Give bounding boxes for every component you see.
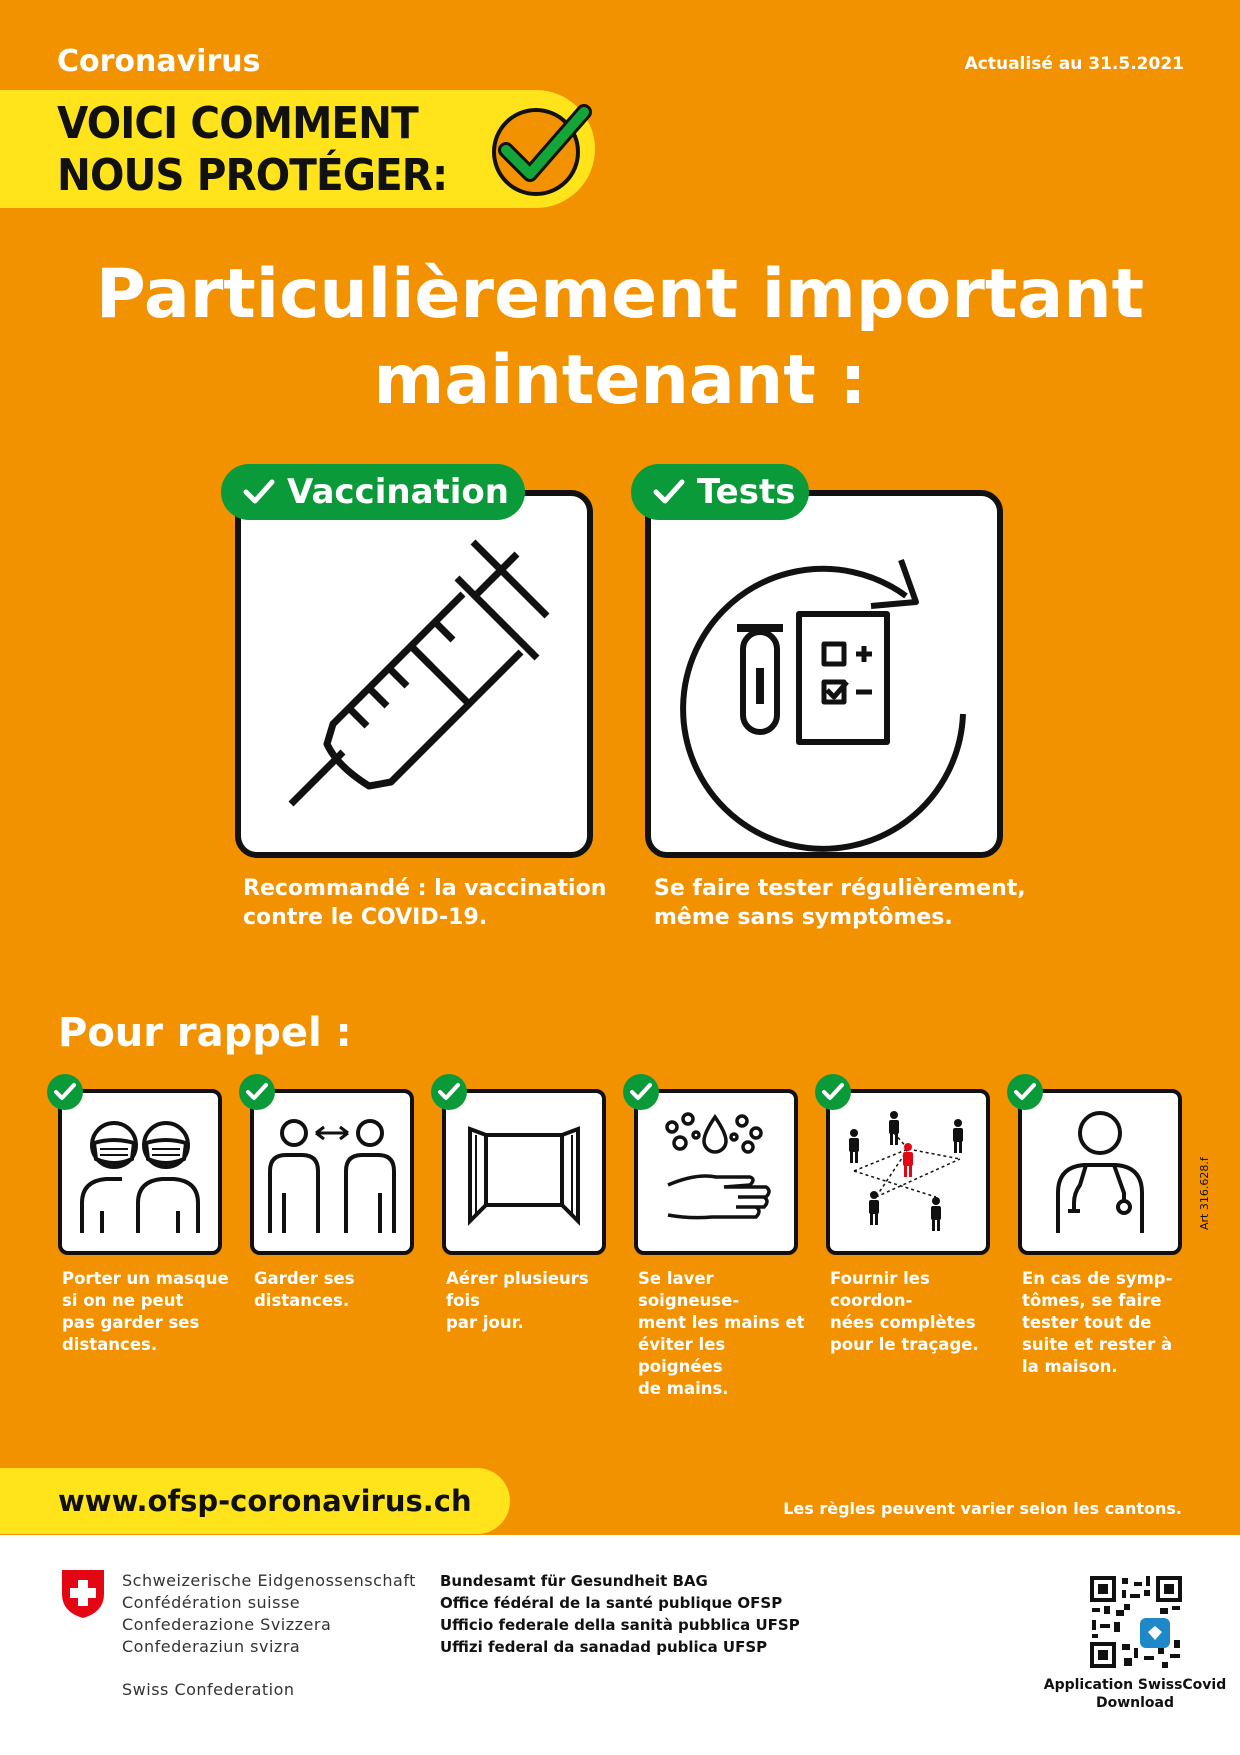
slogan-line-1: VOICI COMMENT — [57, 98, 418, 149]
caption-line: par jour. — [446, 1313, 524, 1332]
caption-window — [446, 1268, 616, 1334]
caption-line: pas garder ses — [62, 1313, 200, 1332]
update-date: Actualisé au 31.5.2021 — [964, 54, 1184, 74]
caption-line: distances. — [254, 1291, 350, 1310]
handwash-icon — [638, 1093, 794, 1251]
check-circle-icon — [430, 1073, 468, 1111]
kicker: Coronavirus — [57, 44, 261, 79]
distance-icon — [254, 1093, 410, 1251]
website-link[interactable]: www.ofsp-coronavirus.ch — [58, 1484, 472, 1518]
caption-line: de mains. — [638, 1379, 729, 1398]
caption-line: Porter un masque — [62, 1269, 229, 1288]
caption-mask — [62, 1268, 232, 1356]
app-name: Application SwissCovid — [1043, 1677, 1227, 1693]
qr-code-icon[interactable] — [1088, 1574, 1184, 1670]
caption-line: pour le traçage. — [830, 1335, 979, 1354]
office-names — [440, 1570, 800, 1658]
window-icon — [446, 1093, 602, 1251]
caption-doctor — [1022, 1268, 1192, 1378]
app-download-label: Download — [1095, 1695, 1175, 1711]
tests-card — [645, 490, 1003, 858]
confederation-names — [122, 1570, 416, 1658]
reminder-card-doctor — [1018, 1089, 1182, 1255]
headline — [0, 252, 1240, 424]
vaccination-caption — [243, 874, 606, 932]
slogan-line-2: NOUS PROTÉGER: — [57, 150, 448, 201]
mask-icon — [62, 1093, 218, 1251]
confederation-name: Confederaziun svizra — [122, 1637, 301, 1656]
reminder-card-handwash — [634, 1089, 798, 1255]
caption-line: distances. — [62, 1335, 158, 1354]
tests-tag-label: Tests — [697, 472, 796, 512]
caption-line: tester tout de — [1022, 1313, 1152, 1332]
office-name: Uffizi federal da sanadad publica UFSP — [440, 1638, 768, 1656]
reminder-card-window — [442, 1089, 606, 1255]
check-icon — [653, 478, 685, 506]
confederation-name: Confederazione Svizzera — [122, 1615, 332, 1634]
check-circle-icon — [238, 1073, 276, 1111]
vaccination-caption-line-2: contre le COVID-19. — [243, 905, 488, 930]
reminder-card-tracing — [826, 1089, 990, 1255]
caption-line: Fournir les coordon- — [830, 1269, 930, 1310]
confederation-name: Schweizerische Eidgenossenschaft — [122, 1571, 416, 1590]
caption-line: tômes, se faire — [1022, 1291, 1162, 1310]
caption-tracing — [830, 1268, 1000, 1356]
check-circle-icon — [814, 1073, 852, 1111]
caption-handwash — [638, 1268, 808, 1400]
caption-line: nées complètes — [830, 1313, 976, 1332]
headline-line-2: maintenant : — [373, 341, 867, 420]
swiss-confederation: Swiss Confederation — [122, 1680, 295, 1699]
syringe-icon — [241, 496, 587, 852]
caption-line: éviter les poignées — [638, 1335, 726, 1376]
vaccination-tag — [221, 464, 525, 520]
article-number: Art 316.628.f — [1198, 1157, 1211, 1230]
office-name: Bundesamt für Gesundheit BAG — [440, 1572, 708, 1590]
check-circle-icon — [46, 1073, 84, 1111]
tests-tag — [631, 464, 809, 520]
headline-line-1: Particulièrement important — [95, 255, 1145, 334]
caption-line: Se laver soigneuse- — [638, 1269, 740, 1310]
tests-caption-line-1: Se faire tester régulièrement, — [654, 876, 1026, 901]
swiss-shield-icon — [60, 1568, 106, 1620]
check-circle-icon — [622, 1073, 660, 1111]
checkmark-icon — [484, 94, 596, 206]
caption-line: Garder ses — [254, 1269, 355, 1288]
vaccination-tag-label: Vaccination — [287, 472, 509, 512]
vaccination-card — [235, 490, 593, 858]
app-download[interactable] — [1040, 1676, 1230, 1712]
confederation-name: Confédération suisse — [122, 1593, 301, 1612]
cantons-note: Les règles peuvent varier selon les cantons. — [783, 1499, 1182, 1518]
test-cycle-icon — [651, 496, 997, 852]
caption-line: suite et rester à — [1022, 1335, 1173, 1354]
caption-line: la maison. — [1022, 1357, 1118, 1376]
tests-caption-line-2: même sans symptômes. — [654, 905, 953, 930]
caption-line: Aérer plusieurs fois — [446, 1269, 589, 1310]
check-circle-icon — [1006, 1073, 1044, 1111]
doctor-icon — [1022, 1093, 1178, 1251]
caption-distance — [254, 1268, 424, 1312]
office-name: Ufficio federale della sanità pubblica UFSP — [440, 1616, 800, 1634]
caption-line: si on ne peut — [62, 1291, 184, 1310]
caption-line: ment les mains et — [638, 1313, 805, 1332]
tests-caption — [654, 874, 1026, 932]
contact-tracing-icon — [830, 1093, 986, 1251]
reminder-card-mask — [58, 1089, 222, 1255]
vaccination-caption-line-1: Recommandé : la vaccination — [243, 876, 607, 901]
office-name: Office fédéral de la santé publique OFSP — [440, 1594, 783, 1612]
reminder-card-distance — [250, 1089, 414, 1255]
caption-line: En cas de symp- — [1022, 1269, 1173, 1288]
check-icon — [243, 478, 275, 506]
reminder-title: Pour rappel : — [58, 1010, 352, 1056]
